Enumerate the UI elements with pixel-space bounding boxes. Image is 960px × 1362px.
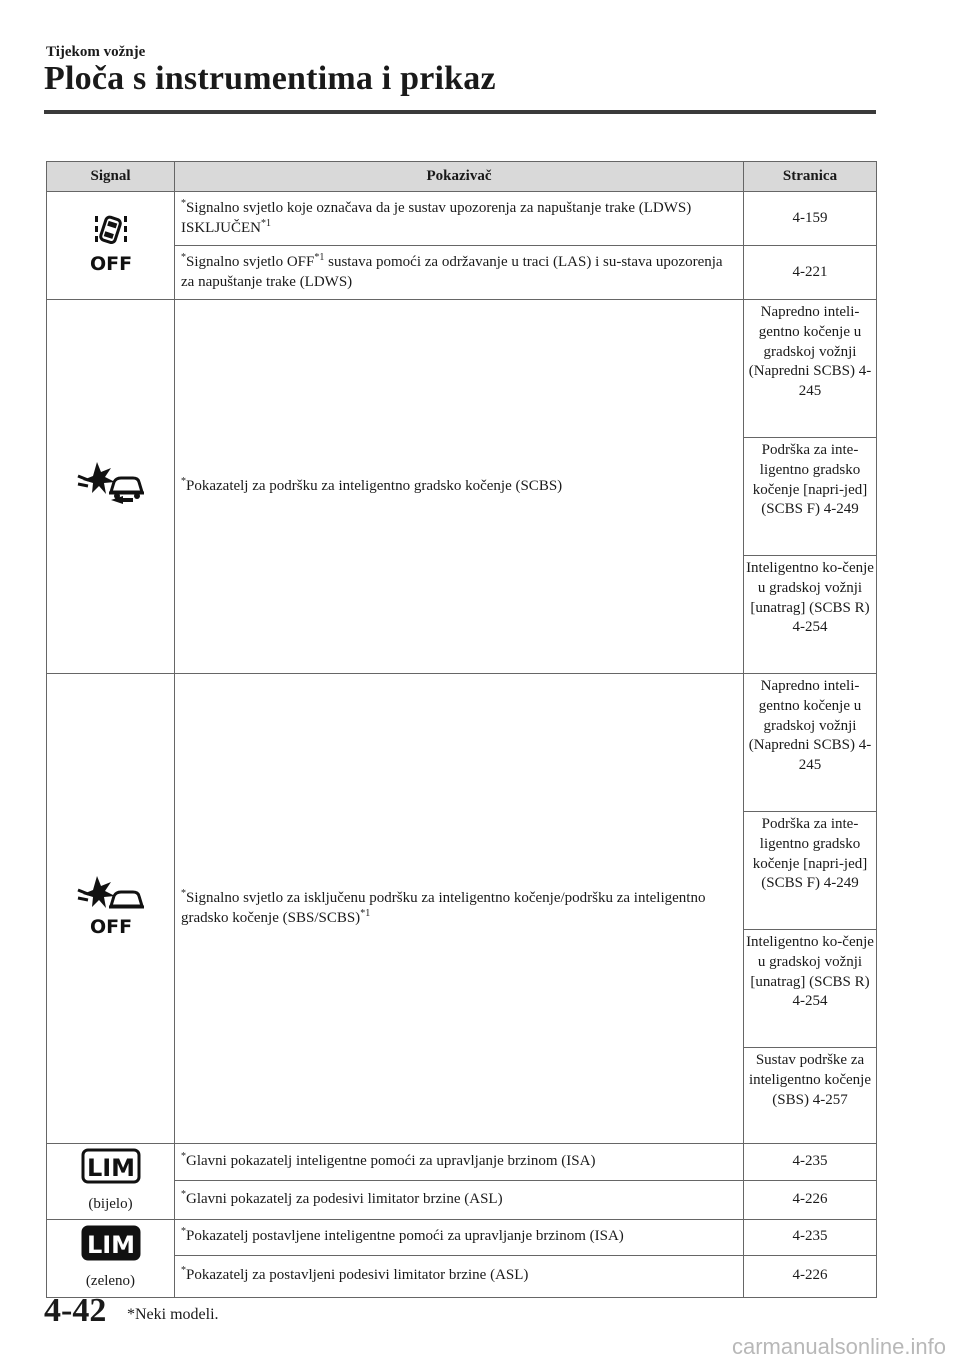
page-reference: Sustav podrške za inteligentno kočenje (SBS) 4-257 — [744, 1048, 877, 1144]
indicator-description: *Pokazatelj za postavljeni podesivi limitator brzine (ASL) — [175, 1255, 744, 1297]
column-header-signal: Signal — [47, 162, 175, 192]
footnote: *Neki modeli. — [127, 1306, 219, 1323]
indicator-description: *Glavni pokazatelj inteligentne pomoći za upravljanje brzinom (ISA) — [175, 1144, 744, 1181]
signal-cell — [47, 1144, 175, 1220]
lim-icon — [81, 1148, 141, 1184]
page-title: Ploča s instrumentima i prikaz — [44, 60, 496, 97]
scbs-indicator-icon — [75, 458, 147, 508]
lim-icon — [81, 1225, 141, 1261]
table-row — [47, 192, 877, 246]
table-header-row — [47, 162, 877, 192]
signal-cell — [47, 192, 175, 300]
indicator-description: *Signalno svjetlo OFF$^{*1}$ sustava pomoći za održavanje u traci (LAS) i su-stava upozorenja za napuštanje trake (LDWS) — [175, 246, 744, 300]
signal-cell — [47, 1219, 175, 1297]
table-row — [47, 300, 877, 438]
page-reference: Podrška za inte-ligentno gradsko kočenje [napri-jed] (SCBS F) 4-249 — [744, 438, 877, 556]
page-reference: 4-235 — [744, 1219, 877, 1255]
lane-departure-off-icon — [83, 210, 139, 274]
section-label: Tijekom vožnje — [46, 44, 146, 60]
signal-cell — [47, 674, 175, 1144]
page-reference: Inteligentno ko-čenje u gradskoj vožnji [unatrag] (SCBS R) 4-254 — [744, 930, 877, 1048]
indicator-description: *Pokazatelj za podršku za inteligentno gradsko kočenje (SCBS) — [175, 300, 744, 674]
indicator-description: *Signalno svjetlo koje označava da je sustav upozorenja za napuštanje trake (LDWS) ISKLJUČEN$^{*1}$ — [175, 192, 744, 246]
svg-text:OFF: OFF — [89, 253, 132, 275]
svg-text:LIM: LIM — [86, 1230, 135, 1259]
signal-table — [46, 161, 877, 1298]
table-row — [47, 1144, 877, 1181]
svg-text:LIM: LIM — [86, 1154, 135, 1182]
icon-caption: (zeleno) — [85, 1272, 136, 1289]
page-reference: Podrška za inte-ligentno gradsko kočenje [napri-jed] (SCBS F) 4-249 — [744, 812, 877, 930]
signal-cell — [47, 300, 175, 674]
icon-caption: (bijelo) — [88, 1195, 133, 1212]
indicator-description: *Signalno svjetlo za isključenu podršku za inteligentno kočenje/podršku za inteligentno gradsko kočenje (SBS/SCBS)$^{*1}$ — [175, 674, 744, 1144]
watermark: carmanualsonline.info — [731, 1334, 946, 1359]
title-divider — [44, 110, 876, 114]
table-row — [47, 1219, 877, 1255]
page-reference: 4-221 — [744, 246, 877, 300]
indicator-description: *Pokazatelj postavljene inteligentne pomoći za upravljanje brzinom (ISA) — [175, 1219, 744, 1255]
page-reference: 4-159 — [744, 192, 877, 246]
table-row — [47, 674, 877, 812]
page-reference: 4-226 — [744, 1180, 877, 1219]
page-reference: Napredno inteli-gentno kočenje u gradskoj vožnji (Napredni SCBS) 4-245 — [744, 300, 877, 438]
page-reference: 4-235 — [744, 1144, 877, 1181]
page-reference: Inteligentno ko-čenje u gradskoj vožnji [unatrag] (SCBS R) 4-254 — [744, 556, 877, 674]
page-number: 4-42 — [44, 1292, 107, 1329]
sbs-scbs-off-icon — [75, 874, 147, 936]
page-reference: 4-226 — [744, 1255, 877, 1297]
indicator-description: *Glavni pokazatelj za podesivi limitator brzine (ASL) — [175, 1180, 744, 1219]
column-header-indicator: Pokazivač — [175, 162, 744, 192]
column-header-page: Stranica — [744, 162, 877, 192]
svg-text:OFF: OFF — [89, 916, 132, 937]
page-reference: Napredno inteli-gentno kočenje u gradskoj vožnji (Napredni SCBS) 4-245 — [744, 674, 877, 812]
